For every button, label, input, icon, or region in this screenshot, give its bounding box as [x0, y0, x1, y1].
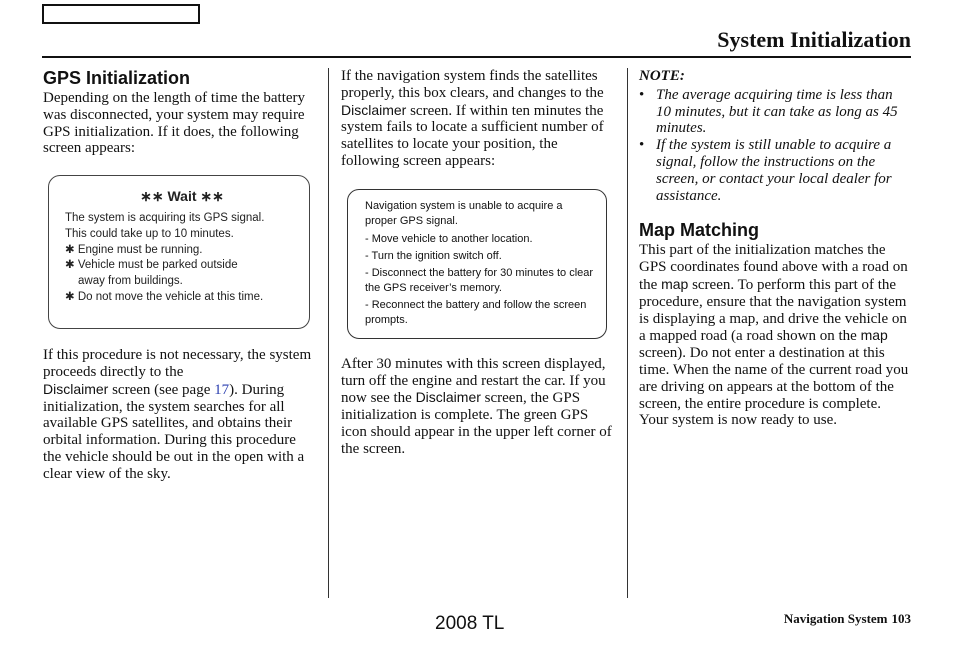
- wait-screen-line: This could take up to 10 minutes.: [65, 227, 234, 240]
- footer-section-name: Navigation System: [783, 611, 888, 626]
- disclaimer-screen-label: Disclaimer: [43, 380, 109, 397]
- note-item: • The average acquiring time is less than 10 minutes, but it can take as long as 45 minutes.: [639, 86, 898, 137]
- left-column: [43, 68, 315, 483]
- footer-model: 2008 TL: [435, 613, 505, 634]
- gps-error-instruction: - Disconnect the battery for 30 minutes to clear the GPS receiver’s memory.: [365, 266, 594, 294]
- wait-screen-line: ✱ Vehicle must be parked outside: [65, 259, 238, 272]
- gps-error-instruction: - Move vehicle to another location.: [365, 232, 533, 245]
- note-list: [639, 87, 911, 205]
- footer-section: [784, 611, 911, 627]
- wait-screen-line: ✱ Do not move the vehicle at this time.: [65, 290, 264, 303]
- wait-screen-title: ∗∗ Wait ∗∗: [140, 188, 224, 205]
- gps-error-screen-illustration: [347, 189, 607, 339]
- map-screen-label: map: [661, 275, 689, 292]
- gps-initialization-heading: GPS Initialization: [43, 68, 191, 88]
- wait-screen-illustration: [48, 175, 310, 329]
- gps-error-message: Navigation system is unable to acquire a proper GPS signal.: [365, 199, 563, 227]
- gps-error-instruction: - Turn the ignition switch off.: [365, 249, 502, 262]
- title-divider: [42, 56, 911, 58]
- column-divider-1: [328, 68, 329, 598]
- page-title: System Initialization: [717, 27, 911, 52]
- map-matching-heading: Map Matching: [639, 220, 759, 241]
- header-tab-box: [42, 4, 200, 24]
- wait-screen-line: The system is acquiring its GPS signal.: [65, 211, 265, 224]
- map-screen-label: map: [860, 327, 888, 344]
- disclaimer-screen-label: Disclaimer: [415, 389, 481, 406]
- note-label: NOTE:: [639, 68, 685, 84]
- map-matching-paragraph: This part of the initialization matches the GPS coordinates found above with a road on the map screen. To perform this part of the procedure, ensure that the navigation system is displaying a map, and drive the vehicle on a mapped road (a road shown on the map screen). Do not enter a destination at this time. When the name of the current road you are driving on appears at the bottom of the screen, the entire procedure is complete. Your system is now ready to use.: [639, 242, 909, 429]
- right-column: [639, 68, 911, 429]
- wait-screen-line: away from buildings.: [78, 275, 183, 288]
- page-17-link[interactable]: 17: [214, 381, 230, 398]
- column-divider-2: [627, 68, 628, 598]
- satellite-paragraph: If the navigation system finds the satellites properly, this box clears, and changes to the Disclaimer screen. If within ten minutes the system fails to locate a sufficient number of satellites to locate your position, the following screen appears:: [341, 68, 604, 169]
- gps-body-paragraph: If this procedure is not necessary, the system proceeds directly to the Disclaimer screen (see page 17). During initialization, the system searches for all available GPS satellites, and obtains their orbital information. During this procedure the vehicle should be out in the open with a clear view of the sky.: [43, 347, 312, 482]
- disclaimer-screen-label: Disclaimer: [341, 101, 407, 118]
- middle-column: [341, 68, 616, 458]
- page-number: 103: [891, 611, 911, 626]
- wait-screen-line: ✱ Engine must be running.: [65, 243, 203, 256]
- note-item: • If the system is still unable to acquire a signal, follow the instructions on the screen, or contact your local dealer for assistance.: [639, 137, 892, 204]
- gps-error-instruction: - Reconnect the battery and follow the screen prompts.: [365, 298, 587, 326]
- gps-intro-paragraph: Depending on the length of time the battery was disconnected, your system may require GPS initialization. If it does, the following screen appears:: [43, 90, 306, 157]
- restart-paragraph: After 30 minutes with this screen displayed, turn off the engine and restart the car. If you now see the Disclaimer screen, the GPS initialization is complete. The green GPS icon should appear in the upper left corner of the screen.: [341, 355, 612, 457]
